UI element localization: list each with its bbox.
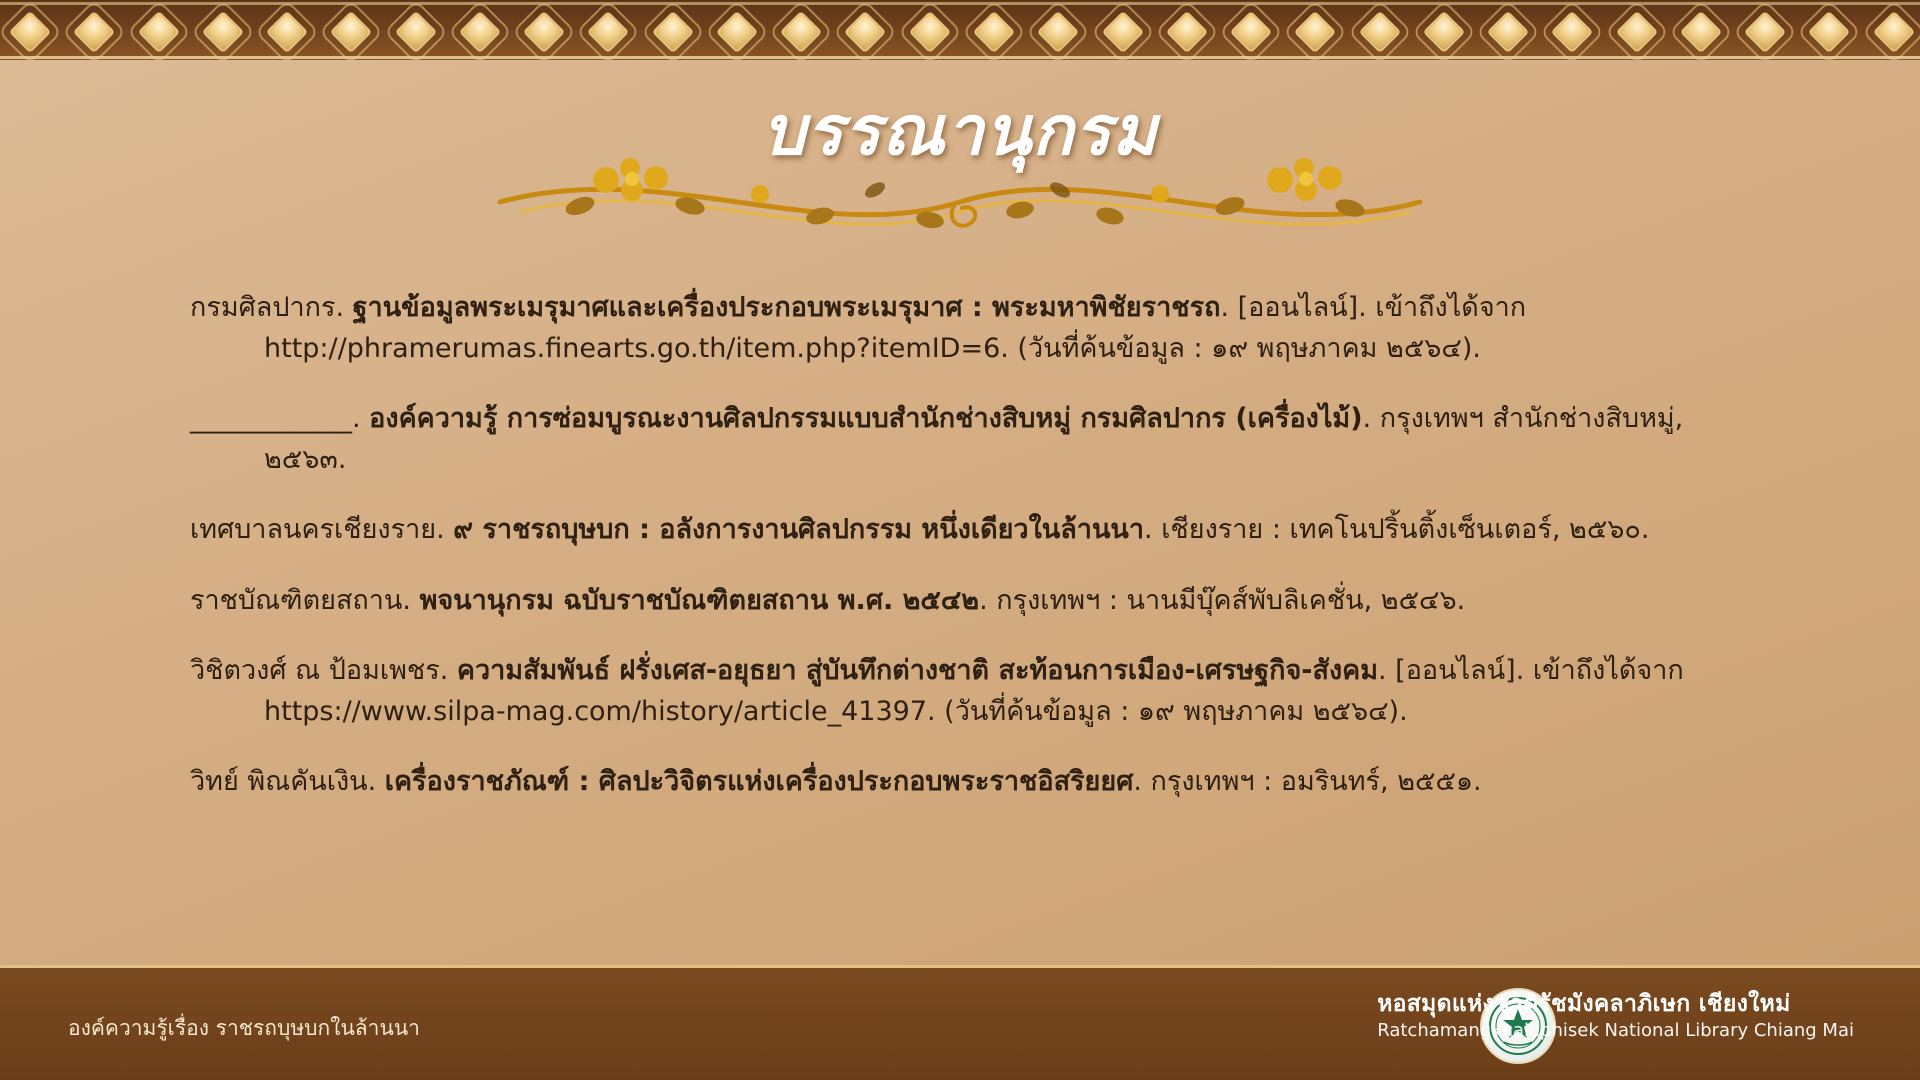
diamond-motif-icon xyxy=(1414,8,1470,52)
entry-plain-text: . กรุงเทพฯ : นานมีบุ๊คส์พับลิเคชั่น, ๒๕๔๖. xyxy=(979,584,1466,616)
footer-organization xyxy=(1377,990,1854,1042)
diamond-motif-icon xyxy=(900,8,956,52)
entry-title-text: ๙ ราชรถบุษบก : อลังการงานศิลปกรรม หนึ่งเดียวในล้านนา xyxy=(453,514,1145,545)
top-ornamental-border xyxy=(0,0,1920,60)
diamond-motif-icon xyxy=(707,8,763,52)
diamond-motif-icon xyxy=(643,8,699,52)
border-motif-row xyxy=(0,0,1920,60)
diamond-motif-icon xyxy=(835,8,891,52)
diamond-motif-icon xyxy=(193,8,249,52)
diamond-motif-icon xyxy=(0,8,56,52)
footer-bar xyxy=(0,965,1920,1080)
footer-org-english: Ratchamangkhalaphisek National Library Chiang Mai xyxy=(1377,1019,1854,1041)
diamond-motif-icon xyxy=(1542,8,1598,52)
entry-plain-text: ราชบัณฑิตยสถาน. xyxy=(190,584,420,616)
footer-topic-label: องค์ความรู้เรื่อง ราชรถบุษบกในล้านนา xyxy=(68,1016,420,1040)
diamond-motif-icon xyxy=(1799,8,1855,52)
diamond-motif-icon xyxy=(64,8,120,52)
bibliography-entry xyxy=(190,288,1760,369)
bibliography-entry xyxy=(190,581,1760,622)
diamond-motif-icon xyxy=(257,8,313,52)
entry-title-text: ฐานข้อมูลพระเมรุมาศและเครื่องประกอบพระเมรุมาศ : พระมหาพิชัยราชรถ xyxy=(352,292,1221,323)
diamond-motif-icon xyxy=(450,8,506,52)
diamond-motif-icon xyxy=(1093,8,1149,52)
diamond-motif-icon xyxy=(1864,8,1920,52)
diamond-motif-icon xyxy=(1735,8,1791,52)
diamond-motif-icon xyxy=(1285,8,1341,52)
border-bottom-line xyxy=(0,56,1920,59)
entry-plain-text: . กรุงเทพฯ : อมรินทร์, ๒๕๕๑. xyxy=(1133,766,1482,797)
diamond-motif-icon xyxy=(1350,8,1406,52)
diamond-motif-icon xyxy=(321,8,377,52)
diamond-motif-icon xyxy=(1478,8,1534,52)
entry-plain-text: วิชิตวงศ์ ณ ป้อมเพชร. xyxy=(190,655,457,686)
entry-title-text: องค์ความรู้ การซ่อมบูรณะงานศิลปกรรมแบบสำนักช่างสิบหมู่ กรมศิลปากร (เครื่องไม้) xyxy=(369,403,1363,434)
entry-plain-text: . [ออนไลน์]. เข้าถึงได้จาก http://phramerumas.finearts.go.th/item.php?itemID=6. (วันที่ค้นข้อมูล : ๑๙ พฤษภาคม ๒๕๖๔). xyxy=(264,292,1527,364)
diamond-motif-icon xyxy=(1221,8,1277,52)
entry-title-text: ความสัมพันธ์ ฝรั่งเศส-อยุธยา สู่บันทึกต่างชาติ สะท้อนการเมือง-เศรษฐกิจ-สังคม xyxy=(456,655,1379,686)
diamond-motif-icon xyxy=(1028,8,1084,52)
floral-divider-ornament xyxy=(460,150,1460,240)
entry-plain-text: เทศบาลนครเชียงราย. xyxy=(190,514,454,545)
page-title: บรรณานุกรม xyxy=(762,92,1158,171)
entry-plain-text: . กรุงเทพฯ สำนักช่างสิบหมู่, ๒๕๖๓. xyxy=(264,403,1684,475)
entry-title-text: เครื่องราชภัณฑ์ : ศิลปะวิจิตรแห่งเครื่องประกอบพระราชอิสริยยศ xyxy=(384,766,1134,797)
diamond-motif-icon xyxy=(386,8,442,52)
diamond-motif-icon xyxy=(129,8,185,52)
bibliography-entry xyxy=(190,762,1760,803)
entry-plain-text: ____________. xyxy=(190,403,370,434)
diamond-motif-icon xyxy=(771,8,827,52)
diamond-motif-icon xyxy=(514,8,570,52)
bibliography-entry xyxy=(190,510,1760,551)
diamond-motif-icon xyxy=(1607,8,1663,52)
entry-plain-text: วิทย์ พิณคันเงิน. xyxy=(190,766,385,797)
bibliography-entry xyxy=(190,651,1760,732)
diamond-motif-icon xyxy=(578,8,634,52)
entry-plain-text: กรมศิลปากร. xyxy=(190,292,353,323)
diamond-motif-icon xyxy=(1157,8,1213,52)
diamond-motif-icon xyxy=(1671,8,1727,52)
entry-plain-text: . [ออนไลน์]. เข้าถึงได้จาก https://www.silpa-mag.com/history/article_41397. (วันที่ค้นข้อมูล : ๑๙ พฤษภาคม ๒๕๖๔). xyxy=(264,655,1684,727)
diamond-motif-icon xyxy=(964,8,1020,52)
bibliography-list xyxy=(190,288,1760,833)
entry-title-text: พจนานุกรม ฉบับราชบัณฑิตยสถาน พ.ศ. ๒๕๔๒ xyxy=(419,584,980,616)
entry-plain-text: . เชียงราย : เทคโนปริ้นติ้งเซ็นเตอร์, ๒๕๖๐. xyxy=(1144,514,1650,545)
bibliography-entry xyxy=(190,399,1760,480)
footer-org-thai: หอสมุดแห่งชาติรัชมังคลาภิเษก เชียงใหม่ xyxy=(1377,991,1791,1017)
